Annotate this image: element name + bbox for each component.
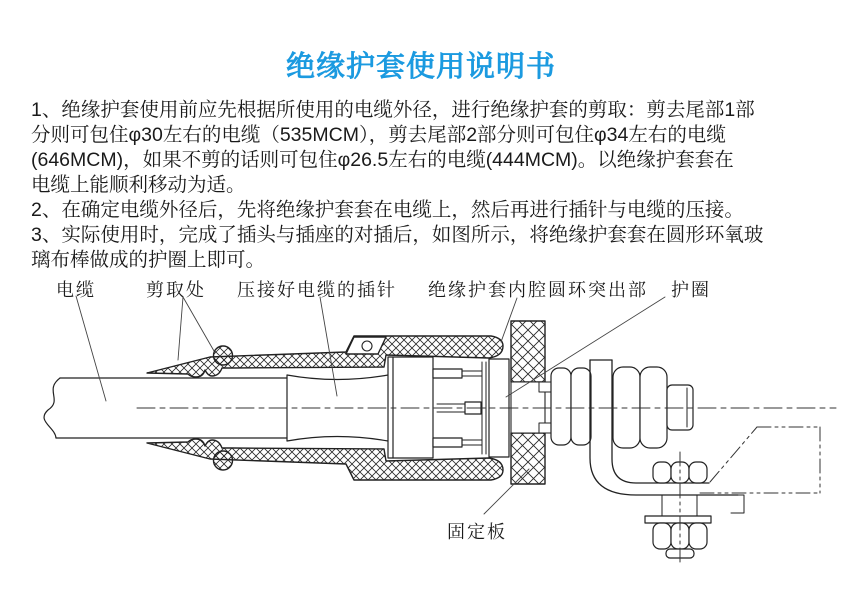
instruction-line: 璃布棒做成的护圈上即可。 [31,249,266,271]
sleeve-rib [214,346,233,365]
instruction-line: 分则可包住φ30左右的电缆（535MCM），剪去尾部2部分则可包住φ34左右的电缆 [31,124,726,146]
instruction-line: (646MCM)，如果不剪的话则可包住φ26.5左右的电缆(444MCM)。以绝缘护套套在 [31,149,734,171]
guard-ring [511,321,553,484]
instruction-line: 2、在确定电缆外径后，先将绝缘护套套在电缆上，然后再进行插针与电缆的压接。 [31,199,744,221]
label-cut-position: 剪取处 [146,280,206,300]
leader-crimped-pin [320,297,337,396]
label-fixing-plate: 固定板 [447,522,507,542]
instruction-line: 电缆上能顺利移动为适。 [31,174,246,196]
leader-cable [76,296,106,401]
label-guard-ring: 护圈 [671,280,711,300]
page-title: 绝缘护套使用说明书 [285,51,556,83]
label-cable: 电缆 [56,280,96,300]
mounting-bolt [645,462,711,558]
label-crimped-pin: 压接好电缆的插针 [237,280,397,300]
sleeve-rib [214,451,233,470]
instruction-line: 1、绝缘护套使用前应先根据所使用的电缆外径，进行绝缘护套的剪取：剪去尾部1部 [31,99,755,121]
flange-hole [362,341,372,351]
instruction-line: 3、实际使用时，完成了插头与插座的对插后，如图所示，将绝缘护套套在圆形环氧玻 [31,224,764,246]
leader-cut-position [178,297,214,360]
label-inner-ring-protrusion: 绝缘护套内腔圆环突出部 [428,280,648,300]
